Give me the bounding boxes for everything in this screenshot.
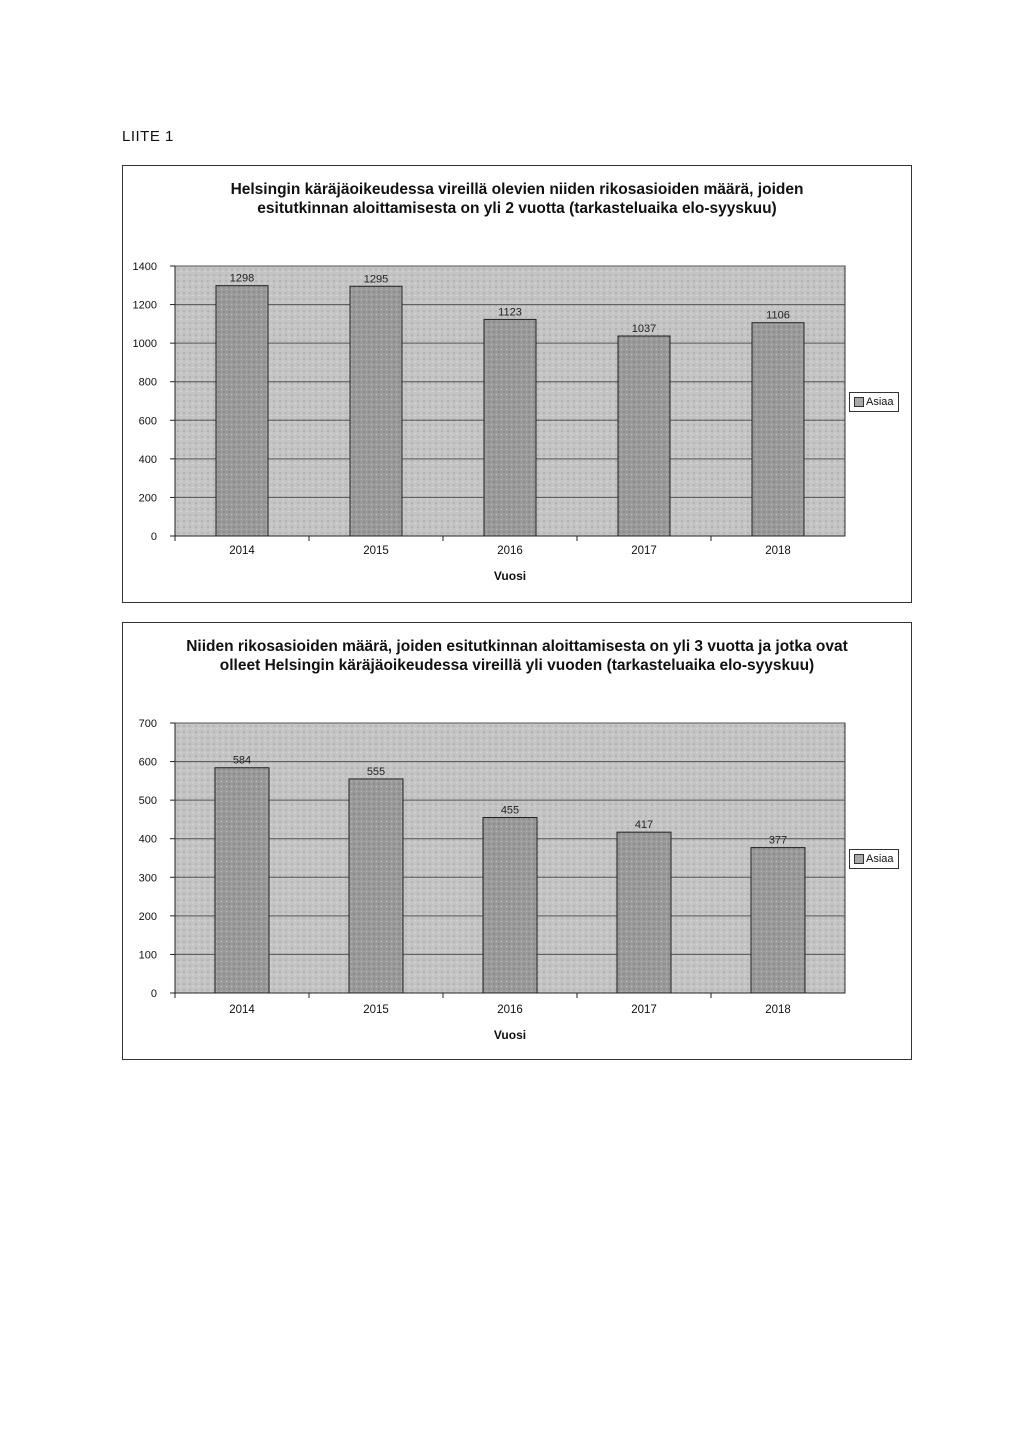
x-axis-title: Vuosi [493,569,527,583]
page-label: LIITE 1 [122,128,174,145]
value-label-2016: 1123 [498,306,522,319]
bar-2016 [484,319,536,536]
bar-2016 [483,818,537,994]
bar-2018 [751,848,805,993]
chart-2-legend-label: Asiaa [866,853,894,865]
bar-2014 [215,768,269,993]
bar-2017 [617,832,671,993]
y-tick-label: 600 [138,415,157,428]
value-label-2015: 555 [366,765,386,778]
y-tick-label: 500 [138,795,157,808]
chart-1-plot [123,166,911,602]
x-tick-label: 2018 [765,545,791,557]
x-axis-title: Vuosi [493,1028,527,1042]
bar-2014 [216,286,268,536]
x-tick-label: 2015 [363,545,389,557]
y-tick-label: 400 [138,833,157,846]
y-tick-label: 0 [150,531,157,543]
y-tick-label: 300 [138,872,157,885]
chart-1-legend [849,392,899,412]
y-tick-label: 800 [138,376,157,389]
x-tick-label: 2014 [229,1004,255,1016]
value-label-2017: 417 [634,819,654,832]
y-tick-label: 1400 [132,261,157,273]
chart-1-legend-swatch [854,397,864,407]
chart-2-frame [122,622,912,1060]
value-label-2014: 1298 [229,272,255,285]
x-tick-label: 2018 [765,1004,791,1016]
y-tick-label: 400 [138,453,157,466]
x-tick-label: 2015 [363,1004,389,1016]
value-label-2017: 1037 [631,323,657,336]
chart-2-title: Niiden rikosasioiden määrä, joiden esitutkinnan aloittamisesta on yli 3 vuotta ja jotka ovat olleet Helsingin käräjäoikeudessa vireillä yli vuoden (tarkasteluaika elo-syyskuu) [186,638,848,674]
y-tick-label: 700 [138,718,157,730]
bar-2018 [752,323,804,536]
value-label-2015: 1295 [363,273,389,286]
x-tick-label: 2016 [497,545,523,557]
chart-1-title: Helsingin käräjäoikeudessa vireillä olevien niiden rikosasioiden määrä, joiden esitutkinnan aloittamisesta on yli 2 vuotta (tarkasteluaika elo-syyskuu) [230,181,804,217]
y-tick-label: 200 [138,492,157,505]
y-tick-label: 1200 [132,299,157,312]
y-tick-label: 0 [150,988,157,1000]
chart-1-legend-label: Asiaa [866,396,894,408]
y-tick-label: 200 [138,910,157,923]
value-label-2016: 455 [500,804,520,817]
x-tick-label: 2014 [229,545,255,557]
chart-1-frame [122,165,912,603]
x-tick-label: 2017 [631,545,657,557]
bar-2015 [350,286,402,536]
x-tick-label: 2016 [497,1004,523,1016]
bar-2015 [349,779,403,993]
y-tick-label: 100 [138,949,157,962]
chart-2-plot [123,623,911,1059]
value-label-2018: 1106 [766,309,790,322]
x-tick-label: 2017 [631,1004,657,1016]
y-tick-label: 1000 [132,338,157,351]
value-label-2018: 377 [768,834,788,847]
y-tick-label: 600 [138,756,157,769]
chart-2-legend [849,849,899,869]
bar-2017 [618,336,670,536]
chart-2-legend-swatch [854,854,864,864]
value-label-2014: 584 [232,754,252,767]
